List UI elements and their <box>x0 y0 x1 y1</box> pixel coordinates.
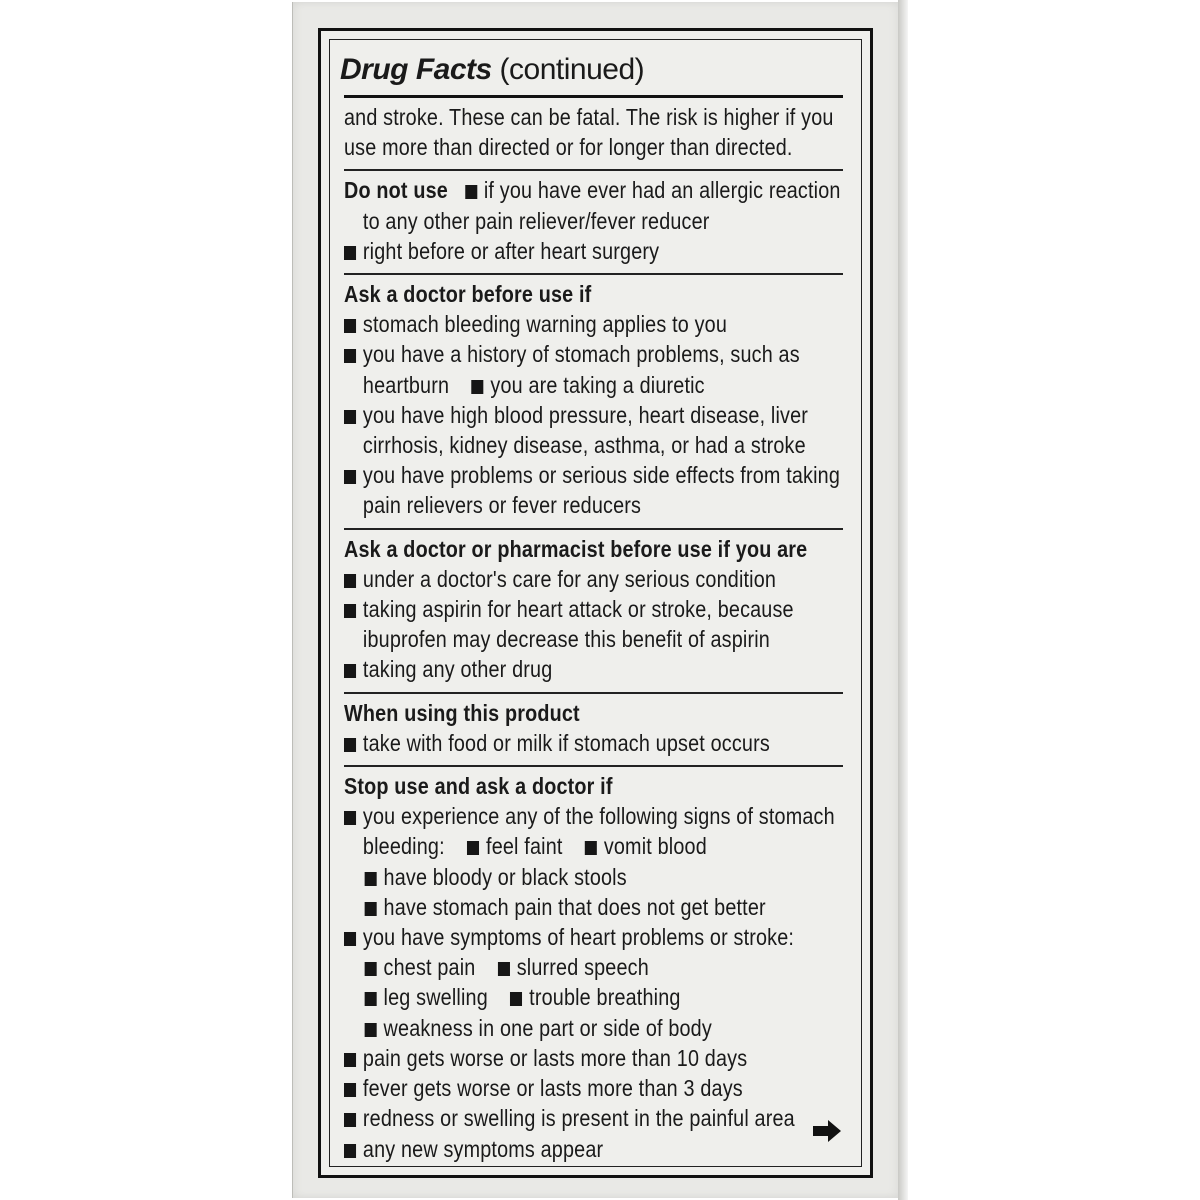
intro-line: use more than directed or for longer than directed. <box>344 134 793 161</box>
drug-facts-box <box>329 39 862 1167</box>
square-bullet-icon <box>344 1113 356 1127</box>
square-bullet-icon <box>365 962 377 976</box>
square-bullet-icon <box>344 738 356 752</box>
when-using-section <box>340 694 851 762</box>
square-bullet-icon <box>510 992 522 1006</box>
list-item: have bloody or black stools <box>383 863 627 890</box>
square-bullet-icon <box>344 604 356 618</box>
square-bullet-icon <box>365 1023 377 1037</box>
square-bullet-icon <box>344 932 356 946</box>
list-item: vomit blood <box>603 833 707 860</box>
square-bullet-icon <box>344 811 356 825</box>
list-item: cirrhosis, kidney disease, asthma, or had a stroke <box>362 432 806 459</box>
list-item: take with food or milk if stomach upset occurs <box>362 729 770 756</box>
do-not-use-section <box>340 171 851 270</box>
list-item: taking any other drug <box>362 656 553 683</box>
square-bullet-icon <box>472 380 484 394</box>
list-item: you have a history of stomach problems, such as <box>362 341 800 368</box>
square-bullet-icon <box>365 902 377 916</box>
list-item: stomach bleeding warning applies to you <box>362 311 727 338</box>
drug-facts-frame <box>318 28 873 1178</box>
list-item: you have problems or serious side effects from taking <box>362 462 841 489</box>
list-item: have stomach pain that does not get better <box>383 893 766 920</box>
list-item: fever gets worse or lasts more than 3 days <box>362 1075 743 1102</box>
title-bold: Drug Facts <box>340 53 492 86</box>
right-arrow-icon <box>811 1118 843 1144</box>
list-item: chest pain <box>383 954 476 981</box>
intro-line: and stroke. These can be fatal. The risk is higher if you <box>344 104 834 130</box>
list-item: if you have ever had an allergic reaction <box>483 177 841 204</box>
square-bullet-icon <box>585 841 597 855</box>
list-item: you experience any of the following signs of stomach <box>362 803 835 830</box>
square-bullet-icon <box>498 962 510 976</box>
list-item: ibuprofen may decrease this benefit of aspirin <box>362 626 770 653</box>
intro-section <box>340 98 851 166</box>
section-heading: Ask a doctor before use if <box>344 281 592 308</box>
square-bullet-icon <box>344 319 356 333</box>
list-item: weakness in one part or side of body <box>383 1014 712 1041</box>
section-heading: When using this product <box>344 699 580 726</box>
list-item: any new symptoms appear <box>362 1135 604 1162</box>
square-bullet-icon <box>465 185 477 199</box>
square-bullet-icon <box>344 1144 356 1158</box>
square-bullet-icon <box>344 410 356 424</box>
list-item: to any other pain reliever/fever reducer <box>362 207 710 234</box>
square-bullet-icon <box>365 872 377 886</box>
list-item: pain relievers or fever reducers <box>362 492 642 519</box>
square-bullet-icon <box>344 1053 356 1067</box>
list-item: feel faint <box>486 833 563 860</box>
square-bullet-icon <box>344 1083 356 1097</box>
stop-use-section <box>340 767 851 1168</box>
list-item: leg swelling <box>383 984 488 1011</box>
square-bullet-icon <box>344 246 356 260</box>
ask-doctor-section <box>340 275 851 525</box>
section-heading: Stop use and ask a doctor if <box>344 773 613 800</box>
list-item: under a doctor's care for any serious condition <box>362 565 777 592</box>
square-bullet-icon <box>467 841 479 855</box>
square-bullet-icon <box>344 574 356 588</box>
title-continued: (continued) <box>491 53 645 86</box>
list-item: heartburn <box>362 371 450 398</box>
page-title <box>340 48 851 92</box>
list-item: right before or after heart surgery <box>362 237 660 264</box>
square-bullet-icon <box>344 470 356 484</box>
section-heading: Ask a doctor or pharmacist before use if you are <box>344 535 808 562</box>
list-item: you are taking a diuretic <box>490 371 705 398</box>
list-item: pain gets worse or lasts more than 10 days <box>362 1044 748 1071</box>
list-item: you have symptoms of heart problems or stroke: <box>362 924 795 951</box>
square-bullet-icon <box>344 664 356 678</box>
panel-edge-shadow <box>898 0 908 1200</box>
section-heading: Do not use <box>344 177 448 204</box>
square-bullet-icon <box>365 992 377 1006</box>
list-item: taking aspirin for heart attack or stroke, because <box>362 596 794 623</box>
list-item: slurred speech <box>516 954 649 981</box>
list-item: you have high blood pressure, heart disease, liver <box>362 401 809 428</box>
square-bullet-icon <box>344 349 356 363</box>
list-item: redness or swelling is present in the painful area <box>362 1105 795 1132</box>
ask-pharmacist-section <box>340 530 851 689</box>
list-item: bleeding: <box>362 833 445 860</box>
list-item: trouble breathing <box>529 984 681 1011</box>
